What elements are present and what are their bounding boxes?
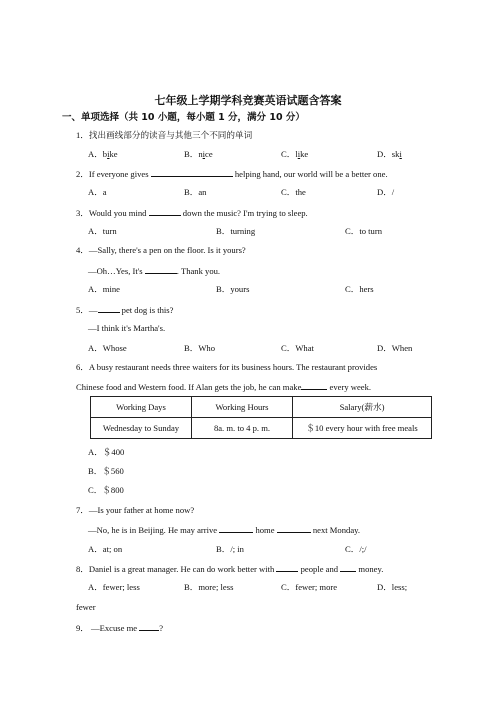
question-3-stem: 3．Would you mind down the music? I'm trying to sleep. [76, 208, 308, 218]
q1-option-a: A．bike [88, 149, 118, 159]
answer-blank [276, 563, 298, 572]
q5-option-a: A．Whose [88, 343, 127, 353]
q2-option-b: B．an [184, 187, 207, 197]
question-5-reply: —I think it's Martha's. [88, 323, 166, 333]
q4-option-b: B．yours [216, 284, 250, 294]
q6-option-b: B．＄560 [88, 466, 124, 476]
answer-blank [277, 524, 311, 533]
q7-option-a: A．at; on [88, 544, 123, 554]
q3-option-a: A．turn [88, 226, 117, 236]
table-cell: ＄10 every hour with free meals [293, 418, 432, 439]
table-cell: 8a. m. to 4 p. m. [192, 418, 293, 439]
page-title: 七年级上学期学科竞赛英语试题含答案 [154, 94, 342, 107]
q2-option-a: A．a [88, 187, 107, 197]
q8-option-d: D．less; [377, 582, 408, 592]
answer-blank [301, 381, 327, 390]
q4-option-c: C．hers [345, 284, 374, 294]
q3-option-c: C．to turn [345, 226, 383, 236]
question-5-stem: 5．— pet dog is this? [76, 305, 174, 315]
q8-option-b: B．more; less [184, 582, 234, 592]
table-header-cell: Working Days [91, 397, 192, 418]
q7-option-c: C．/;/ [345, 544, 367, 554]
q2-option-c: C．the [281, 187, 306, 197]
table-header-row [91, 397, 432, 418]
question-4-stem: 4．—Sally, there's a pen on the floor. Is it yours? [76, 245, 246, 255]
table-header-cell: Working Hours [192, 397, 293, 418]
answer-blank [145, 265, 177, 274]
q2-option-d: D．/ [377, 187, 395, 197]
question-1-stem: 1．找出画线部分的读音与其他三个不同的单词 [76, 130, 253, 140]
q3-option-b: B．turning [216, 226, 256, 236]
answer-blank [139, 622, 159, 631]
section-heading: 一、单项选择（共 10 小题，每小题 1 分，满分 10 分） [62, 112, 305, 123]
q1-option-c: C．like [281, 149, 309, 159]
q5-option-b: B．Who [184, 343, 216, 353]
table-cell: Wednesday to Sunday [91, 418, 192, 439]
answer-blank [149, 207, 181, 216]
q5-option-c: C．What [281, 343, 314, 353]
question-7-reply: —No, he is in Beijing. He may arrive home next Monday. [88, 525, 361, 535]
question-6-stem-cont: Chinese food and Western food. If Alan gets the job, he can make every week. [76, 382, 372, 392]
answer-blank [151, 168, 233, 177]
question-2-stem: 2．If everyone gives helping hand, our world will be a better one. [76, 169, 388, 179]
q1-option-d: D．ski [377, 149, 402, 159]
q8-option-c: C．fewer; more [281, 582, 338, 592]
question-9-stem: 9． —Excuse me ? [76, 623, 164, 633]
q4-option-a: A．mine [88, 284, 120, 294]
q1-option-b: B．nice [184, 149, 213, 159]
q6-option-a: A．＄400 [88, 447, 125, 457]
q5-option-d: D．When [377, 343, 413, 353]
table-row [91, 418, 432, 439]
question-7-stem: 7．—Is your father at home now? [76, 505, 195, 515]
answer-blank [219, 524, 253, 533]
answer-blank [340, 563, 356, 572]
q7-option-b: B．/; in [216, 544, 244, 554]
q8-option-d-wrap: fewer [76, 602, 96, 612]
table-header-cell: Salary(薪水) [293, 397, 432, 418]
question-4-reply: —Oh…Yes, It's . Thank you. [88, 266, 221, 276]
schedule-table [90, 396, 432, 439]
question-6-stem: 6．A busy restaurant needs three waiters for its business hours. The restaurant provides [76, 362, 378, 372]
answer-blank [98, 304, 120, 313]
q8-option-a: A．fewer; less [88, 582, 140, 592]
q6-option-c: C．＄800 [88, 485, 124, 495]
question-8-stem: 8．Daniel is a great manager. He can do work better with people and money. [76, 564, 384, 574]
